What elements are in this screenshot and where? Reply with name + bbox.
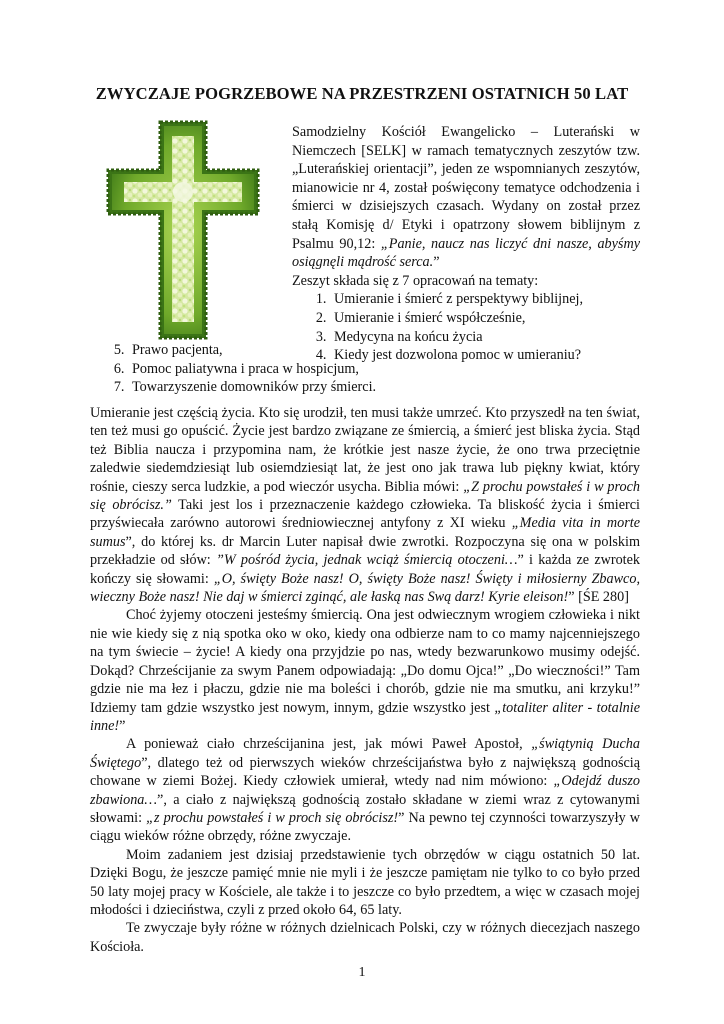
list-item: 6. Pomoc paliatywna i praca w hospicjum, <box>128 360 376 379</box>
intro-paragraph: Samodzielny Kościół Ewangelicko – Luterański w Niemczech [SELK] w ramach tematycznych zeszytów tzw. „Luterańskiej orientacji”, jeden ze wspomnianych zeszytów, mianowicie nr 4, został poświęcony tematyce odchodzenia i śmierci w dzisiejszych czasach. Wydany on został przez stałą Komisję d/ Etyki i opatrzony słowem biblijnym z Psalmu 90,12: „Panie, naucz nas liczyć dni nasze, abyśmy osiągnęli mądrość serca.” <box>292 124 640 271</box>
topics-list-continued <box>90 341 376 397</box>
list-item: 7. Towarzyszenie domowników przy śmierci. <box>128 378 376 397</box>
list-item: 5. Prawo pacjenta, <box>128 341 376 360</box>
floral-cross-image <box>102 118 264 342</box>
paragraph: Choć żyjemy otoczeni jesteśmy śmiercią. Ona jest odwiecznym wrogiem człowieka i nikt nie wie kiedy się z nią spotka oko w oko, kiedy ona odbierze nam to co mamy najcenniejszego na tym świecie – życie! A kiedy ona przyjdzie po nas, wtedy bezwarunkowo musimy odejść. Dokąd? Chrześcijanie za swym Panem odpowiadają: „Do domu Ojca!” „Do wieczności!” Tam gdzie nie ma łez i płaczu, gdzie nie ma boleści i chorób, gdzie nie ma smutku, ani krzyku!” Idziemy tam gdzie wszystko jest nowym, innym, gdzie wszystko jest „totaliter aliter - totalnie inne!” <box>90 607 640 734</box>
page-number: 1 <box>358 965 366 980</box>
paragraph: Te zwyczaje były różne w różnych dzielnicach Polski, czy w różnych diecezjach naszego Kościoła. <box>90 920 640 955</box>
paragraph: A ponieważ ciało chrześcijanina jest, jak mówi Paweł Apostoł, „świątynią Ducha Świętego”, dlatego też od pierwszych wieków chrześcijaństwa było z największą godnością chowane w ziemi Bożej. Kiedy człowiek umierał, wtedy nad nim mówiono: „Odejdź duszo zbawiona…”, a ciało z największą godnością zostało składane w ziemi wraz z cytowanymi słowami: „z prochu powstałeś i w proch się obrócisz!” Na pewno tej czynności towarzyszyły w ciągu wieków różne obrzędy, różne zwyczaje. <box>90 736 640 845</box>
list-item: 2. Umieranie i śmierć współcześnie, <box>330 309 640 328</box>
page-title: ZWYCZAJE POGRZEBOWE NA PRZESTRZENI OSTATNICH 50 LAT <box>95 84 629 103</box>
list-item: 4. Kiedy jest dozwolona pomoc w umieraniu? <box>330 346 640 365</box>
list-item: 3. Medycyna na końcu życia <box>330 328 640 347</box>
paragraph: Moim zadaniem jest dzisiaj przedstawienie tych obrzędów w ciągu ostatnich 50 lat. Dzięki Bogu, że jeszcze pamięć mnie nie myli i że jeszcze pamiętam nie tylko to co było przed 50 laty mojej pracy w Kościele, ale także i to jeszcze co było przedtem, a więc w czasach mojej młodości i dzieciństwa, czyli z przed około 64, 65 laty. <box>90 846 640 918</box>
list-item: 1. Umieranie i śmierć z perspektywy biblijnej, <box>330 290 640 309</box>
topics-lead: Zeszyt składa się z 7 opracowań na tematy: <box>292 272 539 289</box>
intro-text <box>292 123 640 365</box>
article-body <box>90 404 640 956</box>
paragraph: Umieranie jest częścią życia. Kto się urodził, ten musi także umrzeć. Kto przyszedł na ten świat, ten też musi go opuścić. Życie jest bardzo związane ze śmiercią, a śmierć jest bliska życia. Stąd też Biblia naucza i przypomina nam, że krótkie jest nasze życie, że ono trwa przeciętnie zaledwie siedemdziesiąt lub osiemdziesiąt lat, że jest ono jak trawa lub piękny kwiat, który rośnie, cieszy serca ludzkie, a pod wieczór usycha. Biblia mówi: „Z prochu powstałeś i w proch się obrócisz.” Taki jest los i przeznaczenie każdego człowieka. Ta bliskość życia i śmierci przyświecała zarówno autorowi średniowiecznej antyfony z XI wieku „Media vita in morte sumus”, do której ks. dr Marcin Luter napisał dwie zwrotki. Rozpoczyna się ona w polskim przekładzie od słów: ”W pośród życia, jednak wciąż śmiercią otoczeni…” i każda ze zwrotek kończy się słowami: „O, święty Boże nasz! O, święty Boże nasz! Święty i miłosierny Zbawco, wieczny Boże nasz! Nie daj w śmierci zginąć, ale łaską nas Swą darz! Kyrie eleison!” [ŚE 280] <box>90 405 641 606</box>
